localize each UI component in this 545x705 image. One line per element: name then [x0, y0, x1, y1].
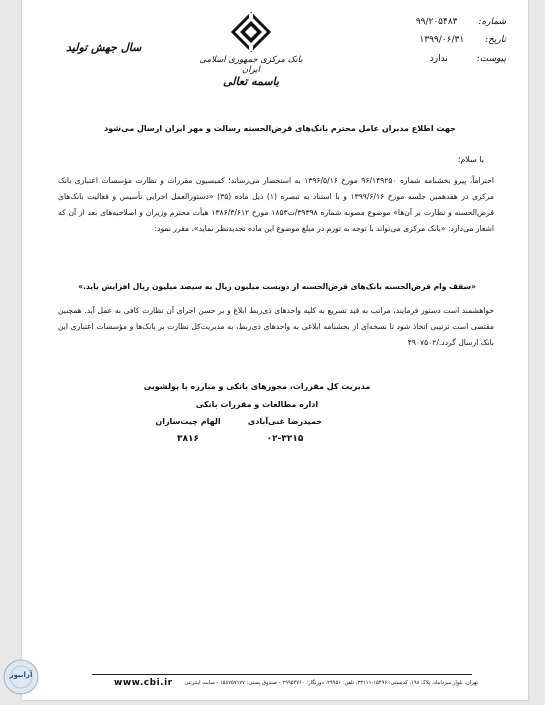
watermark-text: آرانیوز	[9, 671, 33, 679]
signer-left-name: الهام چیت‌سازان	[155, 417, 221, 426]
letter-number: شماره: ۹۹/۲۰۵۴۸۳	[415, 17, 506, 27]
watermark-emblem-icon	[2, 657, 40, 701]
bank-name: بانک مرکزی جمهوری اسلامی ایران	[199, 55, 303, 75]
signer-right-code: ۰۲-۳۲۱۵	[266, 434, 304, 444]
letter-date: تاریخ: ۱۳۹۹/۰۶/۳۱	[419, 35, 506, 45]
footer-address: تهران، بلوار میرداماد، پلاک ۱۹۸، کدپستی: ۱۵۴۹۶-۳۳۱۱۱، تلفن: ۲۹۹۵۱، دورنگار: ۲۹۹۵۴۷۶۰ - صندوق پستی: ۱۵۸۷۵۷۱۷۷ - سایت اینترنتی	[184, 680, 478, 686]
body-paragraph-2: خواهشمند است دستور فرمایند، مراتب به قید تسریع به کلیه واحدهای ذی‌ربط ابلاغ و بر حسن اجرای آن نظارت کافی به عمل آید. همچنین مقتضی است ترتیبی اتخاذ شود تا نسخه‌ای از بخشنامه ابلاغی به واحدهای ذی‌ربط، به مدیریت‌کل نظارت بر بانک‌ها و مؤسسات اعتباری این بانک ارسال گردد./۴۹۰۷۵۰۲	[58, 306, 494, 347]
letter-attachment: پیوست: ندارد	[429, 54, 506, 64]
department-title: مدیریت کل مقررات، مجوزهای بانکی و مبارزه با پولشویی	[143, 382, 371, 391]
decision-quote: «سقف وام قرض‌الحسنه بانک‌های قرض‌الحسنه از دویست میلیون ریال به سیصد میلیون ریال افزایش یابد.»	[78, 282, 476, 291]
office-title: اداره مطالعات و مقررات بانکی	[195, 400, 319, 409]
body-paragraph-1: احتراماً، پیرو بخشنامه شماره ۹۶/۱۴۹۲۵۰ مورخ ۱۳۹۶/۵/۱۶ به استحضار می‌رساند؛ کمیسیون مقررات و نظارت مؤسسات اعتباری بانک مرکزی در هفدهمین جلسه مورخ ۱۳۹۹/۶/۱۶ و با استناد به تبصره (۱) ذیل ماده (۳۵) «دستورالعمل اجرایی تأسیس و فعالیت بانک‌های قرض‌الحسنه و نظارت بر آن‌ها» موضوع مصوبه شماره ۳۹۳۹۸/ت۱۸۵۳ مورخ ۱۳۸۶/۳/۶۱۲ هیأت محترم وزیران و اصلاحیه‌های بعد از آن که اشعار می‌دارد: «بانک مرکزی می‌تواند با توجه به تورم در مبلغ موضوع این ماده تجدیدنظر نماید»، مقرر نمود:	[58, 176, 495, 233]
signer-right-name: حمیدرضا غنی‌آبادی	[247, 417, 323, 426]
greeting: با سلام؛	[457, 155, 484, 164]
letter-subject: جهت اطلاع مدیران عامل محترم بانک‌های قرض‌الحسنه رسالت و مهر ایران ارسال می‌شود	[104, 124, 456, 133]
central-bank-logo	[231, 12, 271, 52]
letter-page	[22, 0, 528, 700]
bismillah: باسمه تعالی	[223, 75, 279, 88]
slogan: سال جهش تولید	[66, 41, 142, 54]
news-watermark	[2, 657, 40, 701]
footer-website: www.cbi.ir	[114, 678, 173, 688]
footer-divider	[92, 674, 472, 675]
signer-left-code: ۳۸۱۶	[177, 434, 199, 444]
